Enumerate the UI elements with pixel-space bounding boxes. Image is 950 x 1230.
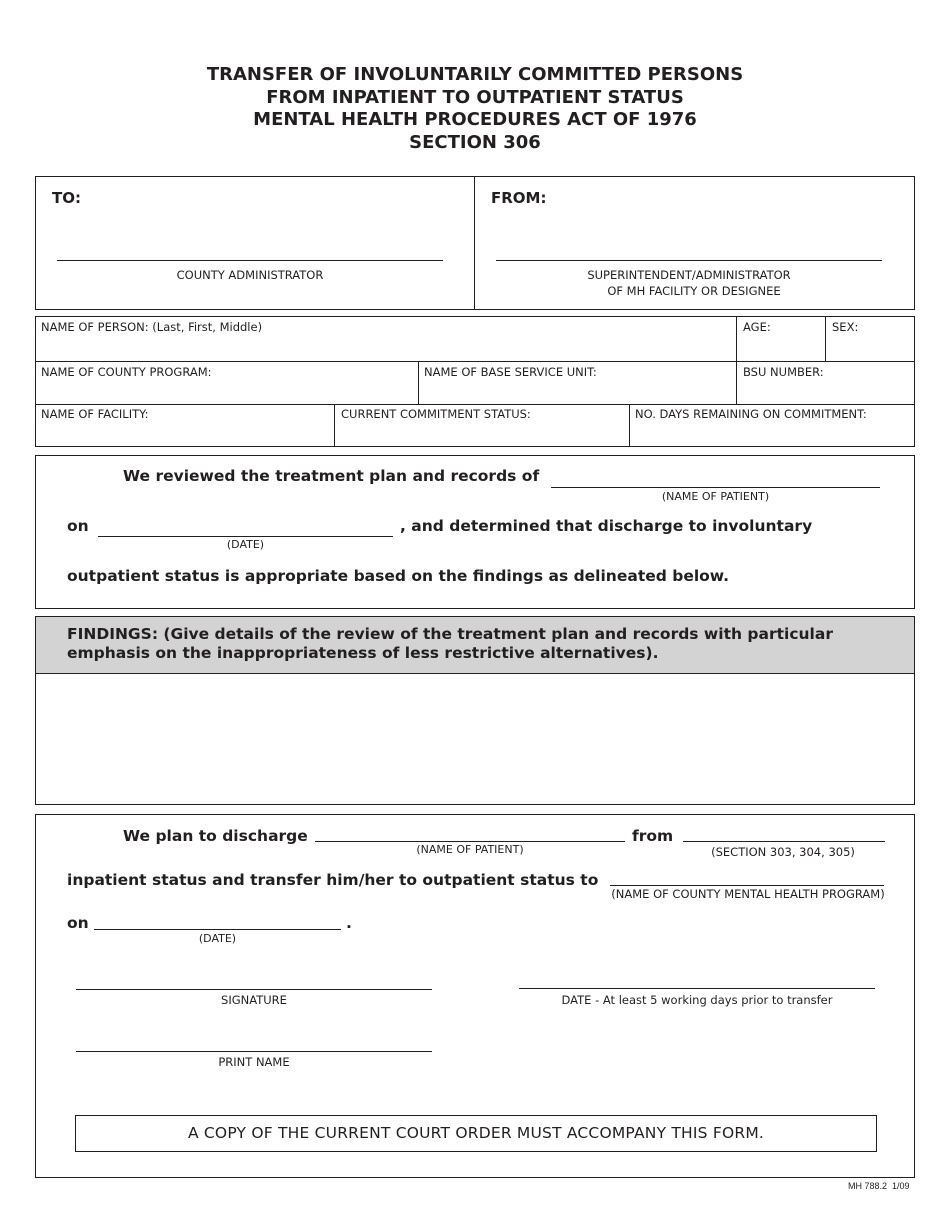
review-line-2: , and determined that discharge to involuntary (400, 517, 813, 535)
review-date-field[interactable] (98, 516, 393, 536)
print-name-underline (76, 1051, 432, 1052)
signature-date-field[interactable] (519, 962, 875, 989)
discharge-section-underline (683, 841, 885, 842)
form-revision: 1/09 (892, 1181, 910, 1191)
to-signature-field[interactable] (57, 224, 443, 260)
commitment-status-field[interactable] (337, 423, 627, 445)
commitment-status-label: CURRENT COMMITMENT STATUS: (341, 407, 531, 421)
discharge-patient-caption: (NAME OF PATIENT) (416, 843, 524, 856)
form-number (848, 1181, 910, 1191)
bsu-number-field[interactable] (739, 380, 912, 402)
discharge-patient-name-field[interactable] (315, 822, 625, 841)
grid-col-age (736, 316, 737, 404)
base-service-unit-field[interactable] (421, 380, 734, 402)
review-patient-name-field[interactable] (551, 466, 880, 487)
from-caption-2: OF MH FACILITY OR DESIGNEE (607, 284, 781, 298)
review-patient-caption: (NAME OF PATIENT) (661, 490, 770, 503)
bsu-number-label: BSU NUMBER: (743, 365, 824, 379)
age-field[interactable] (739, 336, 823, 360)
grid-row-divider-2 (35, 404, 915, 405)
grid-col-status (334, 404, 335, 447)
discharge-date-underline (94, 929, 341, 930)
review-line-3: outpatient status is appropriate based on the findings as delineated below. (67, 567, 730, 585)
print-name-field[interactable] (76, 1024, 432, 1051)
grid-col-days (629, 404, 630, 447)
to-from-divider (474, 176, 475, 310)
discharge-section-caption: (SECTION 303, 304, 305) (711, 845, 855, 859)
sex-field[interactable] (828, 336, 912, 360)
discharge-section-field[interactable] (683, 822, 885, 841)
signature-caption: SIGNATURE (221, 993, 287, 1007)
print-name-caption: PRINT NAME (218, 1055, 290, 1069)
review-patient-underline (551, 487, 880, 488)
to-caption: COUNTY ADMINISTRATOR (176, 268, 324, 282)
name-of-person-field[interactable] (37, 336, 734, 360)
grid-col-sex (825, 316, 826, 361)
from-underline (496, 260, 882, 261)
form-number-code: MH 788.2 (848, 1181, 888, 1191)
grid-col-bsu (418, 361, 419, 404)
discharge-period: . (346, 914, 352, 932)
title-line-2: FROM INPATIENT TO OUTPATIENT STATUS (266, 86, 684, 108)
review-date-underline (98, 536, 393, 537)
county-program-field[interactable] (37, 380, 416, 402)
review-line-1: We reviewed the treatment plan and records of (123, 467, 540, 485)
age-label: AGE: (743, 320, 771, 334)
discharge-date-field[interactable] (94, 910, 341, 929)
discharge-program-field[interactable] (610, 866, 884, 885)
discharge-patient-underline (315, 841, 625, 842)
discharge-program-caption: (NAME OF COUNTY MENTAL HEALTH PROGRAM) (611, 887, 885, 901)
findings-text-area[interactable] (37, 676, 913, 803)
title-line-4: SECTION 306 (409, 131, 541, 153)
signature-underline (76, 989, 432, 990)
base-service-unit-label: NAME OF BASE SERVICE UNIT: (424, 365, 597, 379)
facility-field[interactable] (37, 423, 332, 445)
findings-header-line-1: FINDINGS: (Give details of the review of the treatment plan and records with particular (67, 625, 833, 643)
signature-date-caption: DATE - At least 5 working days prior to transfer (561, 993, 833, 1007)
from-caption-1: SUPERINTENDENT/ADMINISTRATOR (587, 268, 791, 282)
from-label: FROM: (491, 189, 547, 207)
court-order-notice-text: A COPY OF THE CURRENT COURT ORDER MUST ACCOMPANY THIS FORM. (187, 1124, 765, 1142)
county-program-label: NAME OF COUNTY PROGRAM: (41, 365, 212, 379)
title-line-3: MENTAL HEALTH PROCEDURES ACT OF 1976 (253, 109, 697, 130)
grid-row-divider-1 (35, 361, 915, 362)
findings-header-divider (35, 673, 915, 674)
findings-header-line-2: emphasis on the inappropriateness of less restrictive alternatives). (67, 644, 659, 662)
form-title (0, 64, 950, 154)
discharge-date-caption: (DATE) (198, 932, 237, 945)
sex-label: SEX: (832, 320, 859, 334)
review-on: on (67, 517, 89, 535)
name-of-person-label: NAME OF PERSON: (Last, First, Middle) (41, 320, 263, 334)
discharge-on: on (67, 914, 89, 932)
discharge-line-2: inpatient status and transfer him/her to outpatient status to (67, 871, 599, 889)
title-line-1: TRANSFER OF INVOLUNTARILY COMMITTED PERSONS (206, 64, 744, 85)
to-label: TO: (52, 189, 81, 207)
discharge-plan-text: We plan to discharge (123, 827, 308, 845)
days-remaining-field[interactable] (632, 423, 912, 445)
to-underline (57, 260, 443, 261)
discharge-program-underline (610, 885, 884, 886)
discharge-from-text: from (632, 827, 674, 845)
days-remaining-label: NO. DAYS REMAINING ON COMMITMENT: (635, 407, 867, 421)
signature-date-underline (519, 988, 875, 989)
from-signature-field[interactable] (496, 224, 882, 260)
facility-label: NAME OF FACILITY: (41, 407, 149, 421)
review-date-caption: (DATE) (226, 538, 265, 551)
signature-field[interactable] (76, 962, 432, 989)
